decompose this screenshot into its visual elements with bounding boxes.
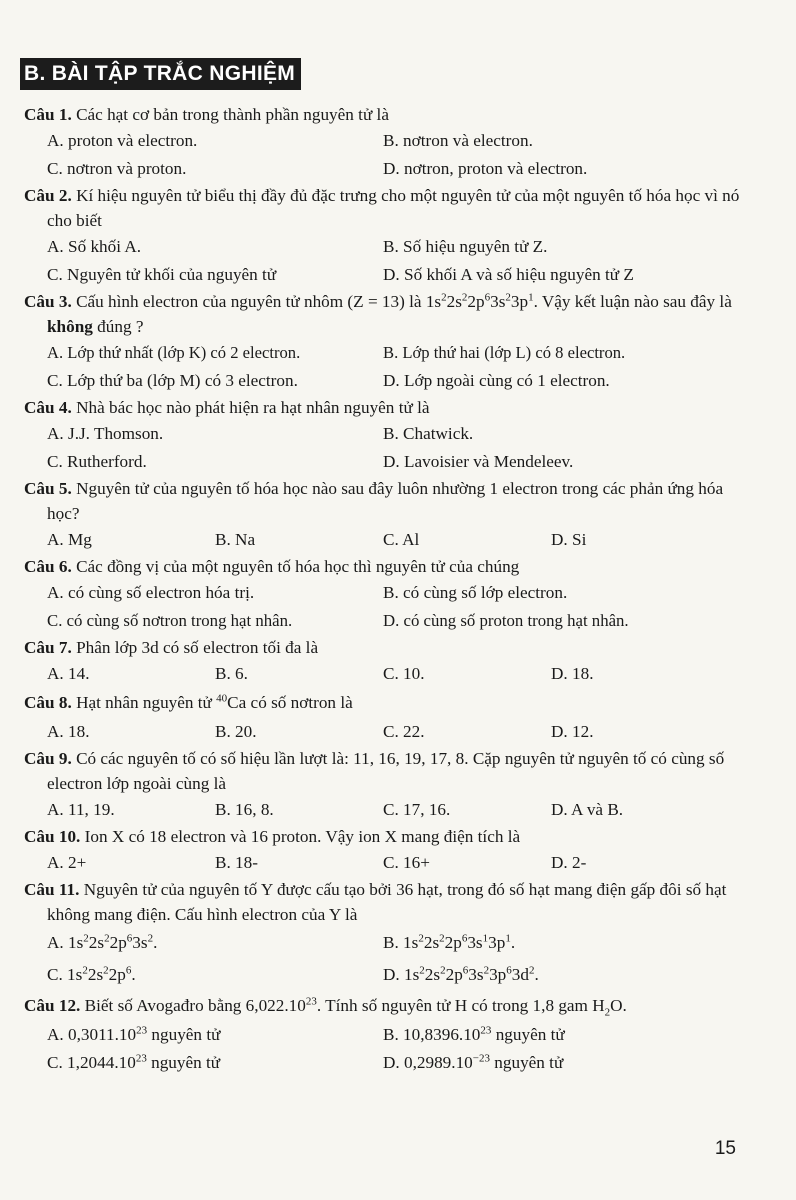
mass-number: 40 bbox=[216, 692, 228, 705]
question-text: O. bbox=[610, 996, 627, 1015]
config-part: . bbox=[510, 933, 516, 952]
question-text: Ca có số nơtron là bbox=[227, 693, 353, 712]
option-c[interactable]: C. 17, 16. bbox=[383, 800, 451, 819]
option-c[interactable]: C. Lớp thứ ba (lớp M) có 3 electron. bbox=[47, 371, 298, 390]
config-part: 3p bbox=[489, 965, 507, 984]
question-text: Ion X có 18 electron và 16 proton. Vậy ion X mang điện tích là bbox=[84, 827, 521, 846]
superscript: 23 bbox=[136, 1024, 148, 1037]
superscript: 2 bbox=[440, 964, 446, 977]
superscript: 6 bbox=[461, 932, 468, 945]
question-text: Kí hiệu nguyên tử biểu thị đầy đủ đặc trưng cho một nguyên tử của một nguyên tố hóa học vì nó cho biết bbox=[47, 186, 740, 230]
option-unit: nguyên tử bbox=[489, 1053, 564, 1072]
config-part: . bbox=[534, 965, 539, 984]
option-d[interactable]: D. 12. bbox=[551, 722, 594, 741]
question-text: Các đồng vị của một nguyên tố hóa học thì nguyên tử của chúng bbox=[76, 557, 520, 576]
option-a[interactable]: A. Số khối A. bbox=[47, 237, 142, 256]
option-b[interactable]: B. có cùng số lớp electron. bbox=[383, 583, 568, 602]
question-text: Có các nguyên tố có số hiệu lần lượt là: 11, 16, 19, 17, 8. Cặp nguyên tử nguyên tố có cùng số electron lớp ngoài cùng là bbox=[47, 749, 725, 793]
option-c[interactable]: C. có cùng số nơtron trong hạt nhân. bbox=[47, 611, 293, 630]
question-number: Câu 9. bbox=[24, 749, 72, 768]
option-d[interactable]: D. A và B. bbox=[551, 800, 624, 819]
option-a[interactable]: A. Lớp thứ nhất (lớp K) có 2 electron. bbox=[47, 343, 301, 362]
config-part: D. 1s bbox=[383, 965, 420, 984]
emphasis: không bbox=[47, 317, 93, 336]
option-value: D. 0,2989.10 bbox=[383, 1053, 473, 1072]
superscript: 6 bbox=[126, 932, 133, 945]
config-part: 2p bbox=[467, 292, 485, 311]
superscript: 1 bbox=[505, 932, 511, 945]
option-b[interactable]: B. Số hiệu nguyên tử Z. bbox=[383, 237, 548, 256]
question-stem bbox=[24, 877, 740, 927]
option-a[interactable]: A. 2+ bbox=[47, 853, 87, 872]
question-number: Câu 3. bbox=[24, 292, 72, 311]
option-unit: nguyên tử bbox=[146, 1053, 221, 1072]
question-7 bbox=[24, 635, 740, 688]
superscript: −23 bbox=[472, 1052, 490, 1065]
option-c[interactable]: C. nơtron và proton. bbox=[47, 159, 187, 178]
option-b[interactable] bbox=[383, 1021, 719, 1049]
config-part: 2s bbox=[423, 933, 440, 952]
option-b[interactable]: B. 6. bbox=[215, 664, 248, 683]
question-6 bbox=[24, 554, 740, 635]
config-part: C. 1s bbox=[47, 965, 83, 984]
question-stem bbox=[24, 991, 740, 1021]
superscript: 2 bbox=[103, 964, 109, 977]
option-b[interactable]: B. Na bbox=[215, 530, 256, 549]
config-part: 3s bbox=[468, 965, 484, 984]
question-1 bbox=[24, 102, 740, 183]
option-c[interactable]: C. Al bbox=[383, 530, 420, 549]
superscript: 6 bbox=[506, 964, 512, 977]
option-b[interactable]: B. nơtron và electron. bbox=[383, 131, 533, 150]
question-stem bbox=[24, 746, 740, 796]
option-list bbox=[24, 526, 740, 554]
superscript: 2 bbox=[483, 964, 490, 977]
question-stem bbox=[24, 554, 740, 579]
question-text: Nguyên tử của nguyên tố Y được cấu tạo bởi 36 hạt, trong đó số hạt mang điện gấp đôi số hạt không mang điện. Cấu hình electron của Y là bbox=[47, 880, 727, 924]
question-text: Các hạt cơ bản trong thành phần nguyên tử là bbox=[76, 105, 389, 124]
option-a[interactable] bbox=[47, 927, 383, 959]
question-stem bbox=[24, 824, 740, 849]
config-part: 3s bbox=[132, 933, 148, 952]
superscript: 2 bbox=[82, 964, 88, 977]
question-text: . Tính số nguyên tử H có trong 1,8 gam H bbox=[316, 996, 605, 1015]
question-text: Hạt nhân nguyên tử bbox=[76, 693, 217, 712]
superscript: 1 bbox=[528, 291, 534, 304]
option-list bbox=[24, 233, 740, 289]
config-part: 3p bbox=[510, 292, 529, 311]
superscript: 2 bbox=[528, 964, 535, 977]
option-b[interactable]: B. 16, 8. bbox=[215, 800, 274, 819]
option-a[interactable]: A. Mg bbox=[47, 530, 92, 549]
option-list bbox=[24, 718, 740, 746]
option-c[interactable]: C. 10. bbox=[383, 664, 425, 683]
option-list bbox=[24, 127, 740, 183]
config-part: 3s bbox=[490, 292, 506, 311]
option-b[interactable]: B. 20. bbox=[215, 722, 257, 741]
option-a[interactable]: A. 14. bbox=[47, 664, 90, 683]
config-part: 2s bbox=[446, 292, 462, 311]
option-unit: nguyên tử bbox=[491, 1025, 565, 1044]
question-text: Nhà bác học nào phát hiện ra hạt nhân nguyên tử là bbox=[76, 398, 430, 417]
question-number: Câu 5. bbox=[24, 479, 72, 498]
option-a[interactable]: A. J.J. Thomson. bbox=[47, 424, 164, 443]
option-a[interactable]: A. 11, 19. bbox=[47, 800, 115, 819]
superscript: 6 bbox=[125, 964, 132, 977]
superscript: 2 bbox=[419, 964, 425, 977]
question-list bbox=[24, 102, 740, 1077]
question-number: Câu 2. bbox=[24, 186, 72, 205]
config-part: 2p bbox=[444, 933, 462, 952]
config-part: 2s bbox=[88, 933, 105, 952]
config-part: 2p bbox=[445, 965, 463, 984]
config-part: A. 1s bbox=[47, 933, 84, 952]
option-b[interactable]: B. Lớp thứ hai (lớp L) có 8 electron. bbox=[383, 343, 626, 362]
question-2 bbox=[24, 183, 740, 289]
option-c[interactable] bbox=[47, 1049, 383, 1077]
superscript: 2 bbox=[104, 932, 110, 945]
question-10 bbox=[24, 824, 740, 877]
question-text: Biết số Avogađro bằng 6,022.10 bbox=[84, 996, 306, 1015]
config-part: . bbox=[153, 933, 158, 952]
config-part: B. 1s bbox=[383, 933, 419, 952]
option-d[interactable]: D. Lớp ngoài cùng có 1 electron. bbox=[383, 371, 610, 390]
option-d[interactable]: D. nơtron, proton và electron. bbox=[383, 159, 588, 178]
question-text: Phân lớp 3d có số electron tối đa là bbox=[76, 638, 319, 657]
option-list bbox=[24, 339, 740, 395]
option-list bbox=[24, 796, 740, 824]
question-stem bbox=[24, 102, 740, 127]
question-3 bbox=[24, 289, 740, 395]
option-a[interactable]: A. proton và electron. bbox=[47, 131, 198, 150]
question-11 bbox=[24, 877, 740, 991]
config-part: . bbox=[131, 965, 136, 984]
option-unit: nguyên tử bbox=[147, 1025, 221, 1044]
option-d[interactable]: D. 18. bbox=[551, 664, 594, 683]
question-text: . Vậy kết luận nào sau đây là bbox=[533, 292, 732, 311]
question-9 bbox=[24, 746, 740, 824]
superscript: 2 bbox=[441, 291, 447, 304]
question-5 bbox=[24, 476, 740, 554]
option-d[interactable] bbox=[383, 959, 719, 991]
superscript: 2 bbox=[439, 932, 445, 945]
question-number: Câu 7. bbox=[24, 638, 72, 657]
config-part: 2s bbox=[87, 965, 104, 984]
superscript: 6 bbox=[462, 964, 469, 977]
superscript: 2 bbox=[147, 932, 154, 945]
option-list bbox=[24, 579, 740, 635]
question-stem bbox=[24, 476, 740, 526]
option-a[interactable]: A. có cùng số electron hóa trị. bbox=[47, 583, 255, 602]
superscript: 23 bbox=[480, 1024, 492, 1037]
option-b[interactable] bbox=[383, 927, 719, 959]
option-value: A. 0,3011.10 bbox=[47, 1025, 137, 1044]
option-value: B. 10,8396.10 bbox=[383, 1025, 481, 1044]
option-c[interactable]: C. Rutherford. bbox=[47, 452, 147, 471]
config-part: 2s bbox=[424, 965, 441, 984]
config-part: 2p bbox=[109, 933, 127, 952]
question-number: Câu 12. bbox=[24, 996, 81, 1015]
option-c[interactable]: C. 16+ bbox=[383, 853, 430, 872]
superscript: 2 bbox=[505, 291, 511, 304]
option-d[interactable] bbox=[383, 1049, 719, 1077]
question-number: Câu 6. bbox=[24, 557, 72, 576]
superscript: 2 bbox=[83, 932, 89, 945]
config-part: 3p bbox=[488, 933, 506, 952]
question-4 bbox=[24, 395, 740, 476]
option-b[interactable]: B. Chatwick. bbox=[383, 424, 474, 443]
option-value: C. 1,2044.10 bbox=[47, 1053, 136, 1072]
question-text: Cấu hình electron của nguyên tử nhôm (Z = 13) là 1s bbox=[76, 292, 442, 311]
question-number: Câu 1. bbox=[24, 105, 72, 124]
option-c[interactable] bbox=[47, 959, 383, 991]
question-number: Câu 11. bbox=[24, 880, 80, 899]
question-stem bbox=[24, 395, 740, 420]
option-d[interactable]: D. 2- bbox=[551, 853, 587, 872]
question-text: đúng ? bbox=[92, 317, 144, 336]
question-8 bbox=[24, 688, 740, 746]
config-part: 3d bbox=[511, 965, 529, 984]
question-stem bbox=[24, 289, 740, 339]
section-heading: B. BÀI TẬP TRẮC NGHIỆM bbox=[20, 58, 301, 90]
option-b[interactable]: B. 18- bbox=[215, 853, 258, 872]
superscript: 23 bbox=[305, 995, 317, 1008]
option-c[interactable]: C. 22. bbox=[383, 722, 425, 741]
option-list bbox=[24, 1021, 740, 1077]
superscript: 2 bbox=[461, 291, 468, 304]
superscript: 1 bbox=[482, 932, 489, 945]
option-a[interactable] bbox=[47, 1021, 383, 1049]
option-list bbox=[24, 420, 740, 476]
page-number: 15 bbox=[714, 1138, 736, 1159]
superscript: 6 bbox=[484, 291, 491, 304]
question-number: Câu 8. bbox=[24, 693, 72, 712]
config-part: 3s bbox=[467, 933, 483, 952]
superscript: 23 bbox=[135, 1052, 147, 1065]
option-c[interactable]: C. Nguyên tử khối của nguyên tử bbox=[47, 265, 277, 284]
option-d[interactable]: D. Số khối A và số hiệu nguyên tử Z bbox=[383, 265, 634, 284]
option-list bbox=[24, 927, 740, 991]
question-12 bbox=[24, 991, 740, 1077]
question-stem bbox=[24, 183, 740, 233]
question-number: Câu 10. bbox=[24, 827, 81, 846]
question-stem bbox=[24, 688, 740, 718]
config-part: 2p bbox=[108, 965, 126, 984]
question-text: Nguyên tử của nguyên tố hóa học nào sau đây luôn nhường 1 electron trong các phản ứng hóa học? bbox=[47, 479, 724, 523]
option-list bbox=[24, 660, 740, 688]
option-a[interactable]: A. 18. bbox=[47, 722, 90, 741]
question-number: Câu 4. bbox=[24, 398, 72, 417]
option-d[interactable]: D. Lavoisier và Mendeleev. bbox=[383, 452, 574, 471]
subscript: 2 bbox=[604, 1006, 611, 1019]
option-list bbox=[24, 849, 740, 877]
question-stem bbox=[24, 635, 740, 660]
option-d[interactable]: D. có cùng số proton trong hạt nhân. bbox=[383, 611, 629, 630]
superscript: 2 bbox=[418, 932, 424, 945]
option-d[interactable]: D. Si bbox=[551, 530, 587, 549]
